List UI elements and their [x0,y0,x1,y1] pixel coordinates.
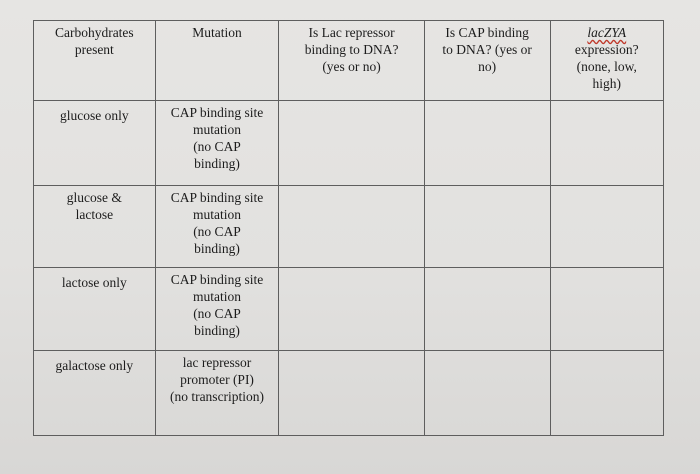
expression-answer-cell[interactable] [550,268,663,351]
lac-operon-table [33,20,664,436]
expression-answer-cell[interactable] [550,101,663,186]
carbohydrates-cell: glucose only [34,101,156,186]
expression-answer-cell[interactable] [550,351,663,436]
header-row [34,21,664,101]
carbohydrates-cell: galactose only [34,351,156,436]
table-row [34,351,664,436]
table-row [34,101,664,186]
lac-repressor-answer-cell[interactable] [279,101,424,186]
expression-answer-cell[interactable] [550,186,663,268]
cap-binding-answer-cell[interactable] [424,186,550,268]
mutation-cell: CAP binding site mutation (no CAP binding) [155,186,279,268]
mutation-cell: CAP binding site mutation (no CAP binding) [155,268,279,351]
mutation-cell: CAP binding site mutation (no CAP binding) [155,101,279,186]
header-carbohydrates: Carbohydrates present [34,21,156,101]
header-cap-binding: Is CAP binding to DNA? (yes or no) [424,21,550,101]
mutation-cell: lac repressor promoter (PI) (no transcription) [155,351,279,436]
header-mutation: Mutation [155,21,279,101]
lac-repressor-answer-cell[interactable] [279,351,424,436]
carbohydrates-cell: lactose only [34,268,156,351]
header-expression-label: expression? (none, low, high) [574,42,639,91]
cap-binding-answer-cell[interactable] [424,351,550,436]
lac-repressor-answer-cell[interactable] [279,268,424,351]
cap-binding-answer-cell[interactable] [424,101,550,186]
gene-name: lacZYA [587,25,627,40]
table-row [34,268,664,351]
carbohydrates-cell: glucose & lactose [34,186,156,268]
cap-binding-answer-cell[interactable] [424,268,550,351]
table-row [34,186,664,268]
lac-repressor-answer-cell[interactable] [279,186,424,268]
header-expression [550,21,663,101]
header-lac-repressor: Is Lac repressor binding to DNA? (yes or no) [279,21,424,101]
